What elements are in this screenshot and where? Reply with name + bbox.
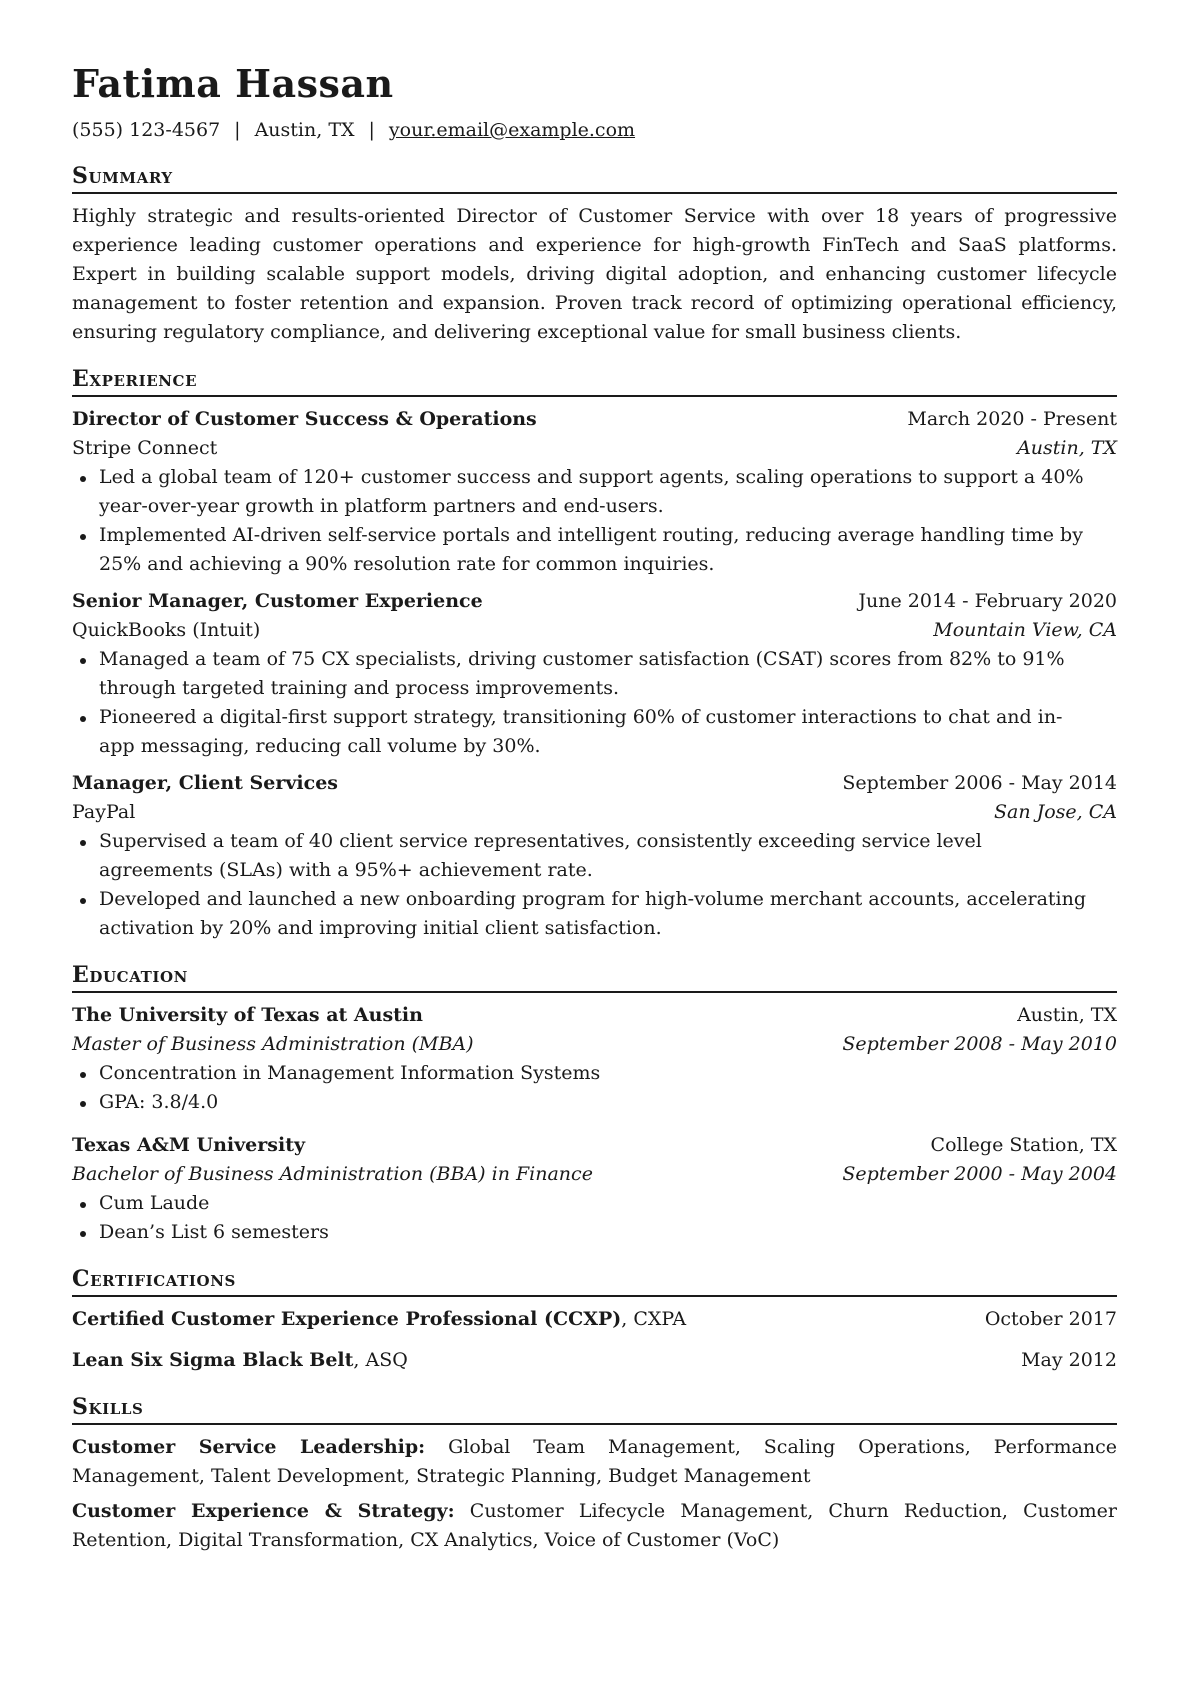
certification-issuer: , CXPA (621, 1308, 687, 1330)
bullet-icon (80, 1231, 86, 1237)
job-location: San Jose, CA (993, 801, 1117, 823)
bullet-icon (80, 898, 86, 904)
education-entry (72, 1001, 1117, 1117)
certification-date: October 2017 (984, 1308, 1117, 1330)
bullet-text: Managed a team of 75 CX specialists, driving customer satisfaction (CSAT) scores from 82% to 91% through targeted training and process improvements. (99, 648, 1065, 699)
list-item (72, 521, 1117, 579)
bullet-text: GPA: 3.8/4.0 (99, 1091, 219, 1113)
bullet-icon (80, 658, 86, 664)
list-item (72, 1189, 1117, 1218)
company-name: PayPal (72, 801, 136, 823)
bullet-text: Dean’s List 6 semesters (99, 1221, 329, 1243)
list-item (72, 463, 1117, 521)
section-title-education: Education (72, 961, 1117, 993)
job-dates: March 2020 - Present (907, 408, 1117, 430)
list-item (72, 1218, 1117, 1247)
job-location: Austin, TX (1017, 437, 1117, 459)
list-item (72, 885, 1117, 943)
summary-section (72, 162, 1117, 347)
school-name: Texas A&M University (72, 1134, 306, 1156)
degree-name: Master of Business Administration (MBA) (72, 1033, 474, 1055)
list-item (72, 1088, 1117, 1117)
job-entry (72, 587, 1117, 761)
list-item (72, 1059, 1117, 1088)
list-item (72, 827, 1117, 885)
skill-group-text: Global Team Management, Scaling Operations, Performance Management, Talent Development, Strategic Planning, Budget Management (72, 1436, 1117, 1487)
job-dates: June 2014 - February 2020 (858, 590, 1117, 612)
list-item (72, 703, 1117, 761)
education-bullets (72, 1189, 1117, 1247)
degree-name: Bachelor of Business Administration (BBA) in Finance (72, 1163, 593, 1185)
job-entry (72, 769, 1117, 943)
skill-group (72, 1433, 1117, 1491)
school-location: Austin, TX (1017, 1004, 1117, 1026)
job-bullets (72, 827, 1117, 943)
job-bullets (72, 645, 1117, 761)
job-dates: September 2006 - May 2014 (842, 772, 1117, 794)
summary-text: Highly strategic and results-oriented Director of Customer Service with over 18 years of progressive experience leading customer operations and experience for high-growth FinTech and SaaS platforms. Expert in building scalable support models, driving digital adoption, and enhancing customer lifecycle management to foster retention and expansion. Proven track record of optimizing operational efficiency, ensuring regulatory compliance, and delivering exceptional value for small business clients. (72, 205, 1117, 343)
bullet-icon (80, 840, 86, 846)
bullet-text: Developed and launched a new onboarding program for high-volume merchant accounts, accelerating activation by 20% and improving initial client satisfaction. (99, 888, 1087, 939)
bullet-text: Pioneered a digital-first support strategy, transitioning 60% of customer interactions to chat and in-app messaging, reducing call volume by 30%. (99, 706, 1063, 757)
phone-number: (555) 123-4567 (72, 119, 221, 141)
certification-date: May 2012 (1021, 1349, 1117, 1371)
job-title: Senior Manager, Customer Experience (72, 590, 483, 612)
education-dates: September 2000 - May 2004 (842, 1163, 1117, 1185)
education-bullets (72, 1059, 1117, 1117)
job-location: Mountain View, CA (933, 619, 1117, 641)
bullet-text: Implemented AI-driven self-service portals and intelligent routing, reducing average handling time by 25% and achieving a 90% resolution rate for common inquiries. (99, 524, 1083, 575)
education-dates: September 2008 - May 2010 (842, 1033, 1117, 1055)
bullet-icon (80, 1101, 86, 1107)
certification-item (72, 1305, 1117, 1334)
bullet-text: Led a global team of 120+ customer success and support agents, scaling operations to support a 40% year-over-year growth in platform partners and end-users. (99, 466, 1084, 517)
section-title-certifications: Certifications (72, 1265, 1117, 1297)
company-name: Stripe Connect (72, 437, 218, 459)
education-entry (72, 1131, 1117, 1247)
job-bullets (72, 463, 1117, 579)
bullet-text: Cum Laude (99, 1192, 210, 1214)
company-name: QuickBooks (Intuit) (72, 619, 261, 641)
job-title: Director of Customer Success & Operations (72, 408, 537, 430)
bullet-icon (80, 716, 86, 722)
list-item (72, 645, 1117, 703)
resume-page (72, 58, 1117, 1561)
email-link[interactable]: your.email@example.com (388, 119, 636, 141)
certifications-section (72, 1265, 1117, 1375)
contact-separator: | (234, 119, 241, 141)
certification-item (72, 1346, 1117, 1375)
certification-name: Certified Customer Experience Professional (CCXP) (72, 1308, 622, 1330)
school-name: The University of Texas at Austin (72, 1004, 423, 1026)
section-title-skills: Skills (72, 1393, 1117, 1425)
skill-group-label: Customer Experience & Strategy: (72, 1500, 455, 1522)
bullet-text: Concentration in Management Information Systems (99, 1062, 601, 1084)
contact-line (72, 116, 1117, 144)
candidate-name: Fatima Hassan (72, 61, 394, 106)
bullet-icon (80, 1202, 86, 1208)
bullet-icon (80, 1072, 86, 1078)
section-title-experience: Experience (72, 365, 1117, 397)
skill-group-label: Customer Service Leadership: (72, 1436, 426, 1458)
skill-group (72, 1497, 1117, 1555)
bullet-icon (80, 534, 86, 540)
job-title: Manager, Client Services (72, 772, 338, 794)
skills-section (72, 1393, 1117, 1555)
skill-group-text: Customer Lifecycle Management, Churn Reduction, Customer Retention, Digital Transformation, CX Analytics, Voice of Customer (VoC) (72, 1500, 1118, 1551)
section-title-summary: Summary (72, 162, 1117, 194)
job-entry (72, 405, 1117, 579)
experience-section (72, 365, 1117, 943)
education-section (72, 961, 1117, 1247)
contact-separator: | (368, 119, 375, 141)
school-location: College Station, TX (930, 1134, 1117, 1156)
bullet-text: Supervised a team of 40 client service representatives, consistently exceeding service level agreements (SLAs) with a 95%+ achievement rate. (99, 830, 982, 881)
certification-name: Lean Six Sigma Black Belt (72, 1349, 354, 1371)
certification-issuer: , ASQ (353, 1349, 408, 1371)
bullet-icon (80, 476, 86, 482)
contact-location: Austin, TX (254, 119, 355, 141)
